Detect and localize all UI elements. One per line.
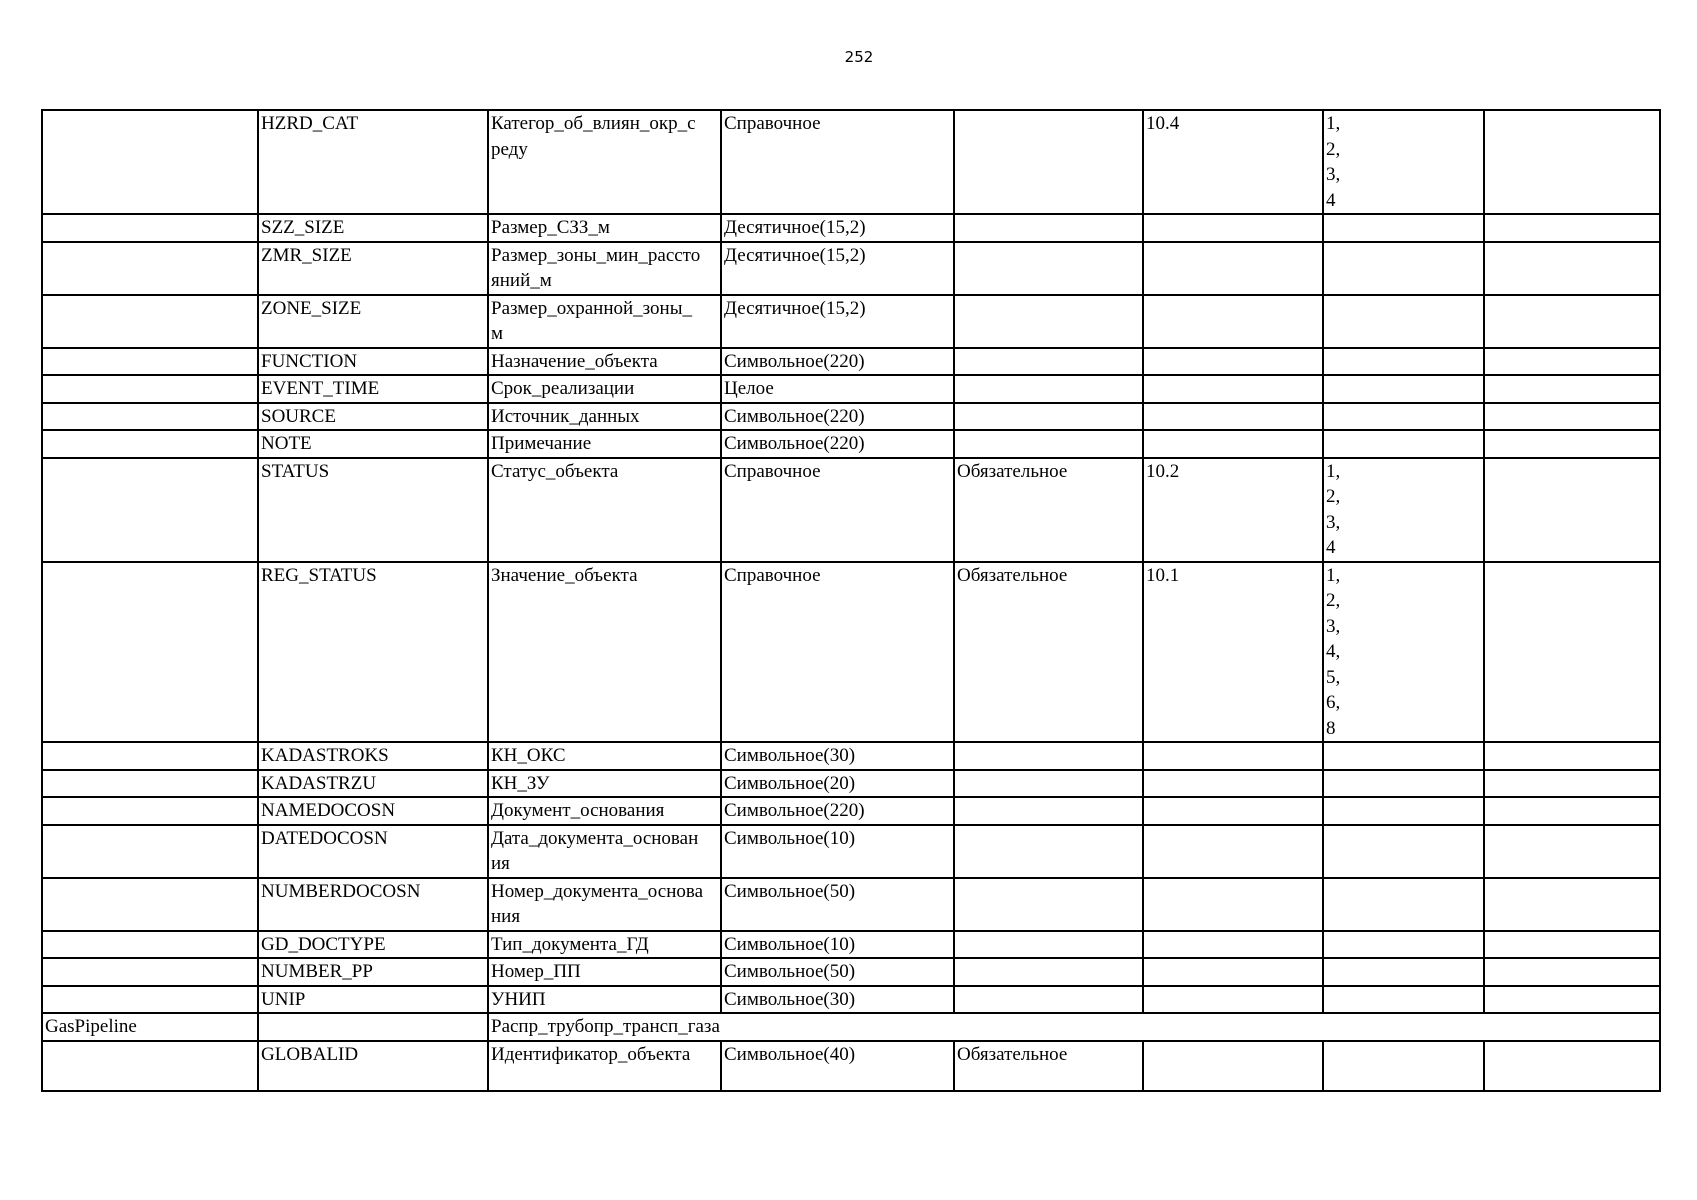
values-cell — [1323, 825, 1484, 878]
alias-cell — [488, 295, 721, 348]
cell-text-line: 2, — [1326, 138, 1341, 160]
cell-text-line: Символьное(50) — [724, 880, 856, 902]
reference-cell — [1143, 931, 1323, 959]
table-row — [42, 986, 1660, 1014]
table-row — [42, 110, 1660, 214]
cell-text-line: УНИП — [491, 988, 546, 1010]
cell-text-line: Справочное — [724, 564, 821, 586]
cell-text-line: Справочное — [724, 460, 821, 482]
alias-cell — [488, 110, 721, 214]
cell-text-line: ZONE_SIZE — [261, 297, 362, 319]
class-name-cell — [42, 562, 258, 743]
values-cell — [1323, 458, 1484, 562]
class-name-cell — [42, 825, 258, 878]
cell-text-line: GLOBALID — [261, 1043, 359, 1065]
type-cell — [721, 403, 954, 431]
type-cell — [721, 797, 954, 825]
field-name-cell — [258, 825, 488, 878]
cell-text-line: 3, — [1326, 511, 1341, 533]
required-cell — [954, 1041, 1143, 1091]
cell-text-line: Распр_трубопр_трансп_газа — [491, 1016, 720, 1037]
field-name-cell — [258, 986, 488, 1014]
note-cell — [1484, 986, 1660, 1014]
type-cell — [721, 295, 954, 348]
alias-cell — [488, 958, 721, 986]
reference-cell — [1143, 214, 1323, 242]
field-name-cell — [258, 403, 488, 431]
field-name-cell — [258, 958, 488, 986]
values-cell — [1323, 375, 1484, 403]
alias-cell — [488, 562, 721, 743]
cell-text-line: Номер_документа_основа — [491, 880, 704, 902]
cell-text-line: 1, — [1326, 564, 1341, 586]
cell-text-line: Символьное(20) — [724, 772, 856, 794]
alias-cell — [488, 403, 721, 431]
cell-text-line: NAMEDOCOSN — [261, 800, 396, 821]
values-cell — [1323, 931, 1484, 959]
type-cell — [721, 825, 954, 878]
class-name-cell — [42, 986, 258, 1014]
field-name-cell — [258, 295, 488, 348]
cell-text-line: HZRD_CAT — [261, 113, 359, 134]
reference-cell — [1143, 403, 1323, 431]
table-row — [42, 458, 1660, 562]
cell-text-line: Символьное(220) — [724, 405, 865, 427]
cell-text-line: NUMBERDOCOSN — [261, 880, 421, 902]
note-cell — [1484, 931, 1660, 959]
class-name-cell — [42, 375, 258, 403]
reference-cell — [1143, 458, 1323, 562]
cell-text-line: 5, — [1326, 666, 1341, 688]
class-name-cell — [42, 931, 258, 959]
cell-text-line: 4 — [1326, 537, 1336, 558]
cell-text-line: KADASTRZU — [261, 772, 377, 794]
cell-text-line: Дата_документа_основан — [491, 827, 699, 849]
type-cell — [721, 958, 954, 986]
cell-text-line: 2, — [1326, 486, 1341, 507]
table-row — [42, 1013, 1660, 1041]
values-cell — [1323, 403, 1484, 431]
table-row — [42, 1041, 1660, 1091]
required-cell — [954, 295, 1143, 348]
cell-text-line: Символьное(220) — [724, 800, 865, 821]
cell-text-line: Символьное(10) — [724, 827, 856, 849]
table-row — [42, 770, 1660, 798]
table-row — [42, 348, 1660, 376]
type-cell — [721, 348, 954, 376]
reference-cell — [1143, 986, 1323, 1014]
alias-cell — [488, 1013, 1660, 1041]
class-name-cell — [42, 770, 258, 798]
cell-text-line: Значение_объекта — [491, 564, 638, 586]
values-cell — [1323, 430, 1484, 458]
cell-text-line: NOTE — [261, 433, 312, 454]
cell-text-line: FUNCTION — [261, 350, 358, 372]
cell-text-line: Обязательное — [957, 460, 1068, 482]
cell-text-line: Примечание — [491, 433, 592, 454]
required-cell — [954, 958, 1143, 986]
reference-cell — [1143, 797, 1323, 825]
note-cell — [1484, 770, 1660, 798]
cell-text-line: 3, — [1326, 164, 1341, 185]
type-cell — [721, 878, 954, 931]
cell-text-line: Назначение_объекта — [491, 350, 658, 372]
table-row — [42, 242, 1660, 295]
table-row — [42, 430, 1660, 458]
class-name-cell — [42, 430, 258, 458]
reference-cell — [1143, 242, 1323, 295]
type-cell — [721, 375, 954, 403]
class-name-cell — [42, 214, 258, 242]
table-row — [42, 742, 1660, 770]
table-row — [42, 797, 1660, 825]
cell-text-line: 4 — [1326, 189, 1336, 211]
alias-cell — [488, 878, 721, 931]
cell-text-line: REG_STATUS — [261, 564, 377, 586]
values-cell — [1323, 295, 1484, 348]
cell-text-line: 3, — [1326, 615, 1341, 637]
cell-text-line: Размер_СЗЗ_м — [491, 217, 610, 238]
cell-text-line: Тип_документа_ГД — [491, 933, 649, 955]
cell-text-line: Символьное(220) — [724, 350, 865, 372]
field-name-cell — [258, 797, 488, 825]
cell-text-line: Обязательное — [957, 564, 1068, 586]
class-name-cell — [42, 1041, 258, 1091]
field-name-cell — [258, 430, 488, 458]
required-cell — [954, 825, 1143, 878]
alias-cell — [488, 825, 721, 878]
type-cell — [721, 770, 954, 798]
note-cell — [1484, 242, 1660, 295]
cell-text-line: реду — [491, 138, 528, 160]
cell-text-line: 6, — [1326, 692, 1341, 713]
cell-text-line: ZMR_SIZE — [261, 244, 352, 266]
field-name-cell — [258, 375, 488, 403]
cell-text-line: 10.2 — [1146, 460, 1180, 482]
required-cell — [954, 797, 1143, 825]
cell-text-line: Документ_основания — [491, 800, 665, 821]
cell-text-line: м — [491, 323, 504, 344]
cell-text-line: Символьное(220) — [724, 433, 865, 454]
field-name-cell — [258, 110, 488, 214]
note-cell — [1484, 110, 1660, 214]
cell-text-line: Номер_ПП — [491, 961, 581, 982]
required-cell — [954, 403, 1143, 431]
cell-text-line: Размер_зоны_мин_рассто — [491, 244, 701, 266]
cell-text-line: EVENT_TIME — [261, 378, 380, 399]
reference-cell — [1143, 348, 1323, 376]
cell-text-line: Справочное — [724, 113, 821, 134]
type-cell — [721, 931, 954, 959]
note-cell — [1484, 1041, 1660, 1091]
field-name-cell — [258, 770, 488, 798]
values-cell — [1323, 797, 1484, 825]
cell-text-line: Категор_об_влиян_окр_с — [491, 113, 696, 134]
table-row — [42, 375, 1660, 403]
alias-cell — [488, 797, 721, 825]
table-row — [42, 958, 1660, 986]
field-name-cell — [258, 242, 488, 295]
alias-cell — [488, 986, 721, 1014]
values-cell — [1323, 958, 1484, 986]
page-number: 252 — [844, 48, 874, 66]
note-cell — [1484, 458, 1660, 562]
table-row — [42, 562, 1660, 743]
cell-text-line: Целое — [724, 378, 774, 399]
class-name-cell — [42, 403, 258, 431]
cell-text-line: KADASTROKS — [261, 745, 389, 766]
reference-cell — [1143, 110, 1323, 214]
note-cell — [1484, 403, 1660, 431]
class-name-cell — [42, 242, 258, 295]
values-cell — [1323, 770, 1484, 798]
class-name-cell — [42, 878, 258, 931]
values-cell — [1323, 242, 1484, 295]
alias-cell — [488, 214, 721, 242]
cell-text-line: Символьное(40) — [724, 1043, 856, 1065]
cell-text-line: NUMBER_PP — [261, 961, 373, 982]
values-cell — [1323, 1041, 1484, 1091]
type-cell — [721, 214, 954, 242]
reference-cell — [1143, 958, 1323, 986]
class-name-cell — [42, 458, 258, 562]
cell-text-line: Статус_объекта — [491, 460, 619, 482]
values-cell — [1323, 110, 1484, 214]
cell-text-line: 1, — [1326, 113, 1341, 134]
values-cell — [1323, 562, 1484, 743]
reference-cell — [1143, 770, 1323, 798]
cell-text-line: яний_м — [491, 270, 552, 291]
table-body — [42, 110, 1660, 1091]
note-cell — [1484, 430, 1660, 458]
alias-cell — [488, 242, 721, 295]
type-cell — [721, 430, 954, 458]
cell-text-line: 2, — [1326, 590, 1341, 611]
table-row — [42, 295, 1660, 348]
class-name-cell — [42, 1013, 258, 1041]
values-cell — [1323, 986, 1484, 1014]
field-name-cell — [258, 1041, 488, 1091]
note-cell — [1484, 562, 1660, 743]
cell-text-line: GasPipeline — [45, 1016, 137, 1037]
reference-cell — [1143, 375, 1323, 403]
cell-text-line: 1, — [1326, 460, 1341, 482]
cell-text-line: SOURCE — [261, 405, 336, 427]
cell-text-line: GD_DOCTYPE — [261, 933, 386, 955]
values-cell — [1323, 214, 1484, 242]
field-name-cell — [258, 562, 488, 743]
values-cell — [1323, 742, 1484, 770]
required-cell — [954, 562, 1143, 743]
note-cell — [1484, 825, 1660, 878]
alias-cell — [488, 430, 721, 458]
required-cell — [954, 214, 1143, 242]
table-row — [42, 931, 1660, 959]
cell-text-line: Символьное(30) — [724, 988, 856, 1010]
cell-text-line: Десятичное(15,2) — [724, 297, 866, 319]
alias-cell — [488, 931, 721, 959]
values-cell — [1323, 878, 1484, 931]
cell-text-line: КН_ЗУ — [491, 772, 550, 794]
cell-text-line: Идентификатор_объекта — [491, 1043, 691, 1065]
note-cell — [1484, 958, 1660, 986]
field-name-cell — [258, 1013, 488, 1041]
required-cell — [954, 375, 1143, 403]
cell-text-line: ия — [491, 853, 510, 874]
required-cell — [954, 986, 1143, 1014]
reference-cell — [1143, 430, 1323, 458]
class-name-cell — [42, 797, 258, 825]
required-cell — [954, 110, 1143, 214]
table-row — [42, 214, 1660, 242]
field-name-cell — [258, 931, 488, 959]
required-cell — [954, 931, 1143, 959]
note-cell — [1484, 878, 1660, 931]
cell-text-line: DATEDOCOSN — [261, 827, 388, 849]
cell-text-line: Символьное(50) — [724, 961, 856, 982]
class-name-cell — [42, 348, 258, 376]
required-cell — [954, 348, 1143, 376]
field-name-cell — [258, 742, 488, 770]
required-cell — [954, 430, 1143, 458]
type-cell — [721, 110, 954, 214]
alias-cell — [488, 375, 721, 403]
values-cell — [1323, 348, 1484, 376]
reference-cell — [1143, 1041, 1323, 1091]
cell-text-line: 10.1 — [1146, 564, 1180, 586]
cell-text-line: 10.4 — [1146, 113, 1180, 134]
note-cell — [1484, 214, 1660, 242]
required-cell — [954, 742, 1143, 770]
type-cell — [721, 1041, 954, 1091]
field-name-cell — [258, 214, 488, 242]
class-name-cell — [42, 295, 258, 348]
reference-cell — [1143, 562, 1323, 743]
class-name-cell — [42, 110, 258, 214]
class-name-cell — [42, 742, 258, 770]
field-name-cell — [258, 458, 488, 562]
required-cell — [954, 878, 1143, 931]
type-cell — [721, 562, 954, 743]
table-row — [42, 878, 1660, 931]
note-cell — [1484, 375, 1660, 403]
cell-text-line: UNIP — [261, 988, 306, 1010]
type-cell — [721, 458, 954, 562]
cell-text-line: 4, — [1326, 641, 1341, 662]
required-cell — [954, 458, 1143, 562]
alias-cell — [488, 742, 721, 770]
attribute-table — [41, 109, 1661, 1092]
reference-cell — [1143, 878, 1323, 931]
reference-cell — [1143, 742, 1323, 770]
table-row — [42, 825, 1660, 878]
reference-cell — [1143, 295, 1323, 348]
class-name-cell — [42, 958, 258, 986]
cell-text-line: Десятичное(15,2) — [724, 217, 866, 238]
note-cell — [1484, 348, 1660, 376]
note-cell — [1484, 295, 1660, 348]
cell-text-line: 8 — [1326, 717, 1336, 739]
type-cell — [721, 742, 954, 770]
note-cell — [1484, 742, 1660, 770]
cell-text-line: Символьное(30) — [724, 745, 856, 766]
alias-cell — [488, 348, 721, 376]
required-cell — [954, 770, 1143, 798]
cell-text-line: Срок_реализации — [491, 378, 635, 399]
alias-cell — [488, 458, 721, 562]
reference-cell — [1143, 825, 1323, 878]
note-cell — [1484, 797, 1660, 825]
cell-text-line: Десятичное(15,2) — [724, 244, 866, 266]
cell-text-line: STATUS — [261, 460, 330, 482]
type-cell — [721, 986, 954, 1014]
cell-text-line: SZZ_SIZE — [261, 217, 345, 238]
cell-text-line: КН_ОКС — [491, 745, 566, 766]
type-cell — [721, 242, 954, 295]
cell-text-line: Источник_данных — [491, 405, 640, 427]
alias-cell — [488, 1041, 721, 1091]
cell-text-line: ния — [491, 906, 521, 927]
cell-text-line: Обязательное — [957, 1043, 1068, 1065]
cell-text-line: Символьное(10) — [724, 933, 856, 955]
field-name-cell — [258, 348, 488, 376]
table-row — [42, 403, 1660, 431]
alias-cell — [488, 770, 721, 798]
field-name-cell — [258, 878, 488, 931]
cell-text-line: Размер_охранной_зоны_ — [491, 297, 692, 319]
required-cell — [954, 242, 1143, 295]
